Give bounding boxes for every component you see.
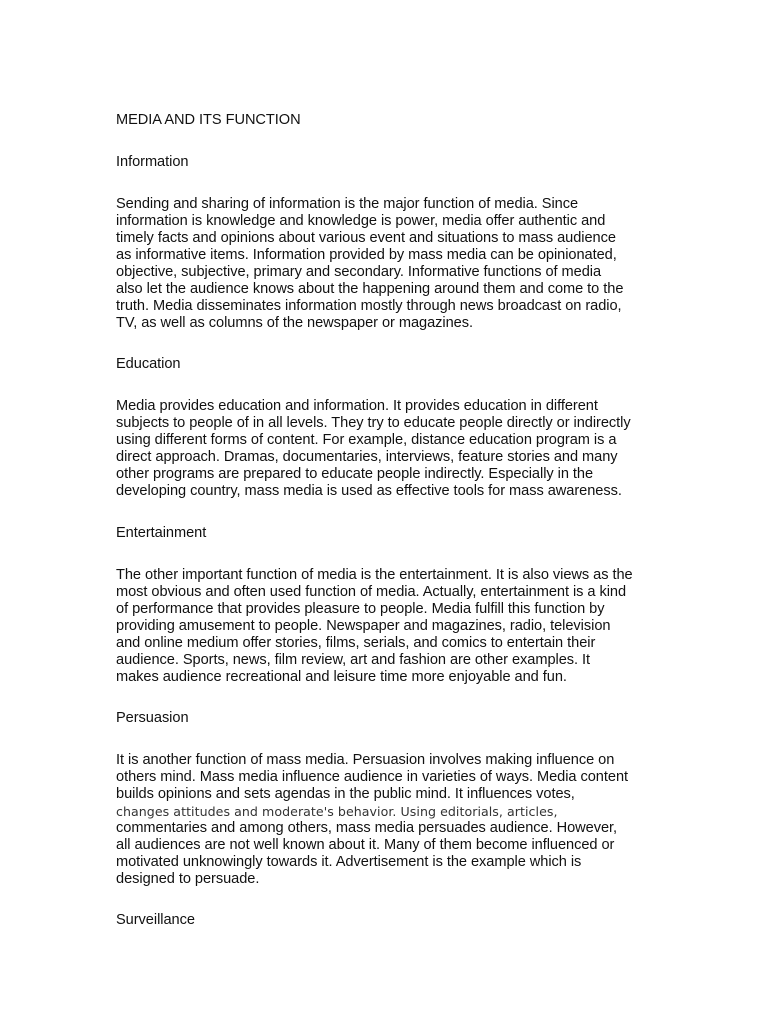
paragraph-line: of performance that provides pleasure to people. Media fulfill this function by (116, 601, 605, 617)
paragraph-line: using different forms of content. For example, distance education program is a (116, 432, 617, 448)
paragraph-line: providing amusement to people. Newspaper and magazines, radio, television (116, 618, 611, 634)
paragraph-line: subjects to people of in all levels. They try to educate people directly or indirectly (116, 415, 631, 431)
paragraph-line: information is knowledge and knowledge is power, media offer authentic and (116, 213, 606, 229)
paragraph-line: It is another function of mass media. Persuasion involves making influence on (116, 752, 615, 768)
paragraph-line: also let the audience knows about the happening around them and come to the (116, 281, 624, 297)
paragraph-line: developing country, mass media is used as effective tools for mass awareness. (116, 483, 622, 499)
paragraph-line: truth. Media disseminates information mostly through news broadcast on radio, (116, 298, 622, 314)
paragraph-line: builds opinions and sets agendas in the public mind. It influences votes, (116, 786, 575, 802)
paragraph-line: The other important function of media is the entertainment. It is also views as the (116, 567, 633, 583)
paragraph-line: timely facts and opinions about various event and situations to mass audience (116, 230, 616, 246)
paragraph-line: most obvious and often used function of media. Actually, entertainment is a kind (116, 584, 627, 600)
section-heading-entertainment: Entertainment (116, 525, 207, 541)
paragraph-line: objective, subjective, primary and secondary. Informative functions of media (116, 264, 602, 280)
paragraph-line: as informative items. Information provided by mass media can be opinionated, (116, 247, 617, 263)
paragraph-line: other programs are prepared to educate people indirectly. Especially in the (116, 466, 594, 482)
paragraph-line: TV, as well as columns of the newspaper or magazines. (116, 315, 473, 331)
paragraph-line: others mind. Mass media influence audience in varieties of ways. Media content (116, 769, 629, 785)
document-title: MEDIA AND ITS FUNCTION (116, 112, 301, 128)
paragraph-line: motivated unknowingly towards it. Advertisement is the example which is (116, 854, 582, 870)
paragraph-line: and online medium offer stories, films, serials, and comics to entertain their (116, 635, 596, 651)
section-heading-persuasion: Persuasion (116, 710, 189, 726)
paragraph-line: Sending and sharing of information is the major function of media. Since (116, 196, 579, 212)
paragraph-line: all audiences are not well known about it. Many of them become influenced or (116, 837, 615, 853)
section-heading-education: Education (116, 356, 181, 372)
paragraph-line: changes attitudes and moderate's behavior. Using editorials, articles, (116, 804, 558, 819)
paragraph-line: makes audience recreational and leisure time more enjoyable and fun. (116, 669, 567, 685)
section-heading-surveillance: Surveillance (116, 912, 195, 928)
paragraph-line: direct approach. Dramas, documentaries, interviews, feature stories and many (116, 449, 618, 465)
paragraph-line: Media provides education and information. It provides education in different (116, 398, 598, 414)
paragraph-line: audience. Sports, news, film review, art and fashion are other examples. It (116, 652, 591, 668)
section-heading-information: Information (116, 154, 189, 170)
paragraph-line: commentaries and among others, mass media persuades audience. However, (116, 820, 618, 836)
paragraph-line: designed to persuade. (116, 871, 260, 887)
